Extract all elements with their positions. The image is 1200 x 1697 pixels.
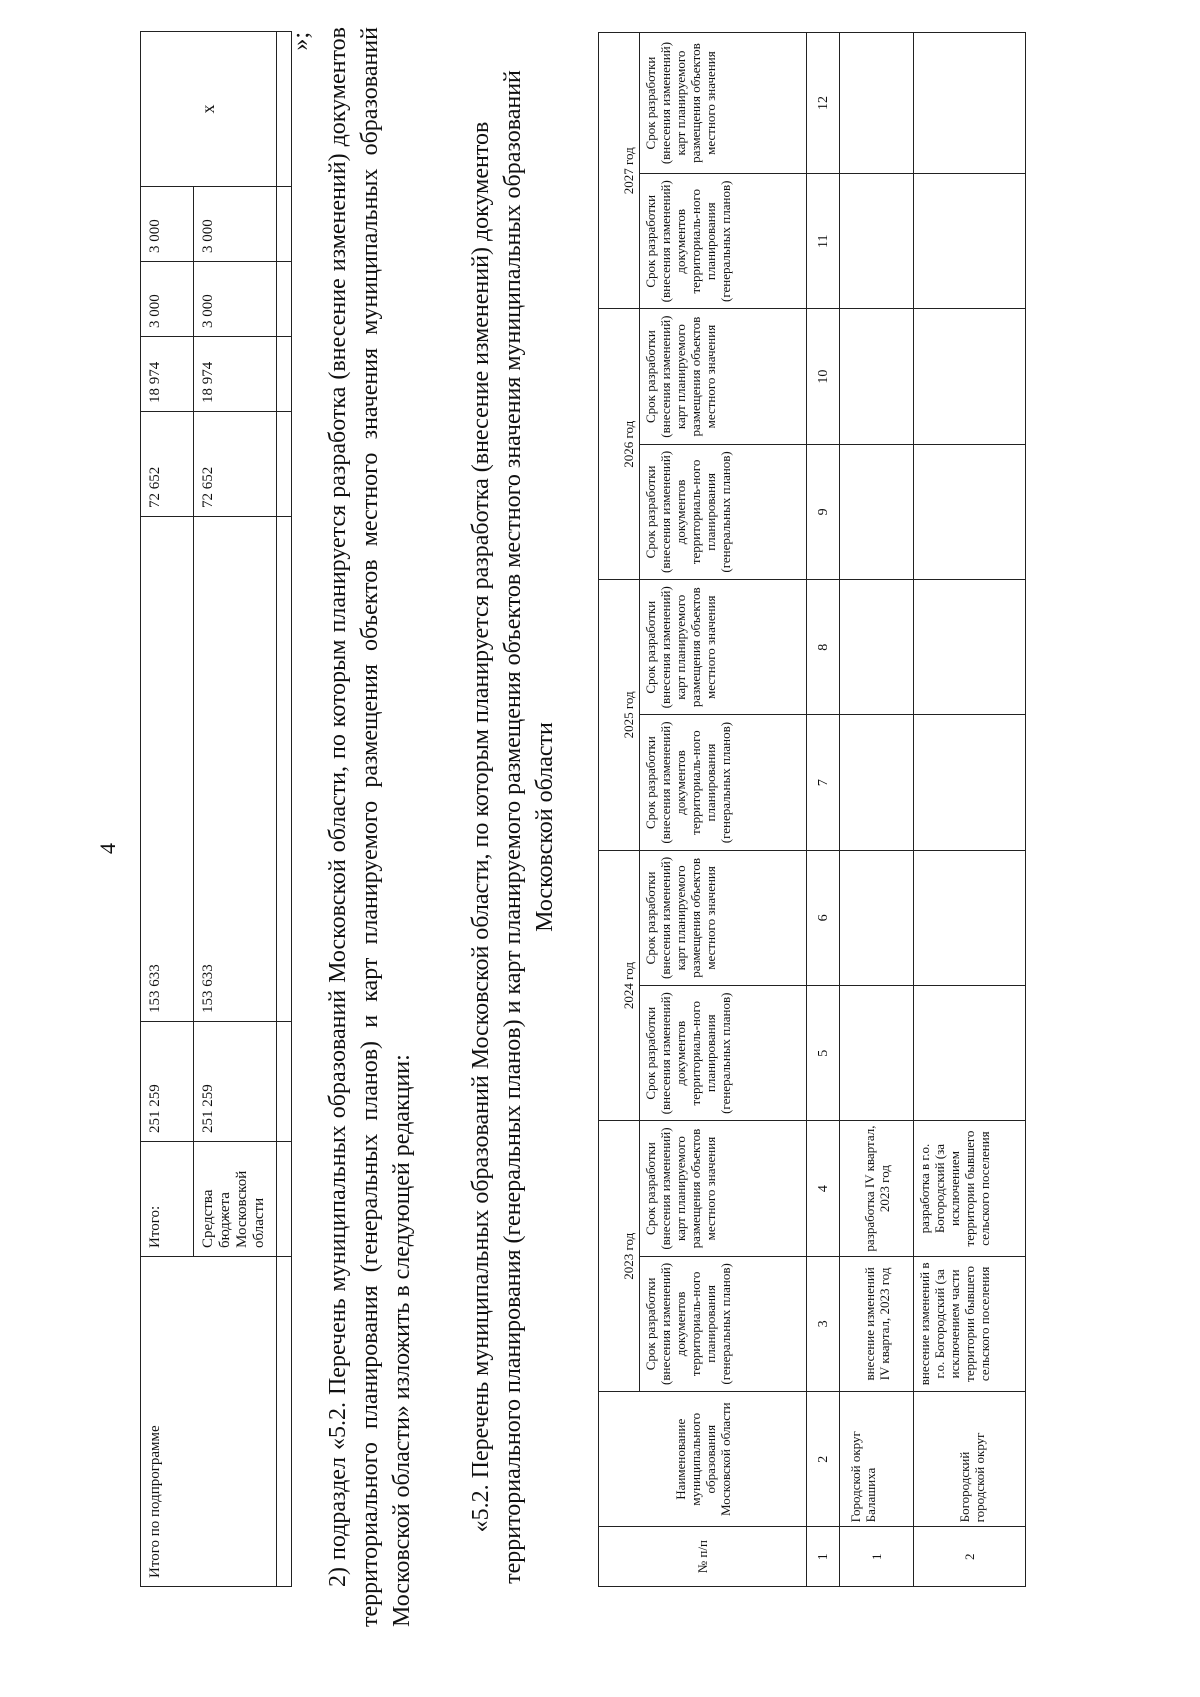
municipality-name: Городской округ Балашиха <box>840 1392 914 1527</box>
empty-row <box>277 32 292 1587</box>
sub-header-plans: Срок разработки (внесения изменений) документов территориаль-ного планирования (генеральных планов) <box>640 174 807 309</box>
subprogram-total-label: Итого по подпрограмме <box>141 1257 277 1587</box>
table-row <box>840 33 914 1587</box>
year-header: 2023 год <box>599 1121 640 1392</box>
empty-cell <box>914 850 1026 985</box>
year-header: 2027 год <box>599 33 640 309</box>
column-number: 8 <box>807 580 840 715</box>
row-number: 2 <box>914 1527 1026 1587</box>
total-value: 153 633 <box>141 517 194 1022</box>
budget-value: 3 000 <box>194 262 277 337</box>
empty-cell <box>914 986 1026 1121</box>
municipality-name: Богородский городской округ <box>914 1392 1026 1527</box>
empty-cell <box>914 715 1026 850</box>
empty-cell <box>840 850 914 985</box>
budget-value: 153 633 <box>194 517 277 1022</box>
closing-quote-mark: »; <box>288 32 314 51</box>
totals-row <box>141 32 194 1587</box>
map-deadline-cell: разработка в г.о. Богородский (за исключением территории бывшего сельского поселения <box>914 1121 1026 1256</box>
sub-header-plans: Срок разработки (внесения изменений) документов территориаль-ного планирования (генеральных планов) <box>640 1256 807 1391</box>
column-number: 12 <box>807 33 840 174</box>
empty-cell <box>840 309 914 444</box>
empty-cell <box>840 33 914 174</box>
total-value: 18 974 <box>141 337 194 412</box>
budget-value: 251 259 <box>194 1022 277 1142</box>
budget-value: 3 000 <box>194 187 277 262</box>
column-number: 5 <box>807 986 840 1121</box>
empty-cell <box>840 580 914 715</box>
year-header: 2025 год <box>599 580 640 851</box>
column-number: 6 <box>807 850 840 985</box>
column-number: 10 <box>807 309 840 444</box>
column-number: 2 <box>807 1392 840 1527</box>
column-number: 11 <box>807 174 840 309</box>
sub-header-plans: Срок разработки (внесения изменений) документов территориаль-ного планирования (генеральных планов) <box>640 715 807 850</box>
column-number: 3 <box>807 1256 840 1391</box>
budget-value: 72 652 <box>194 412 277 517</box>
total-value: 3 000 <box>141 262 194 337</box>
year-header-row <box>599 33 640 1587</box>
section-heading: «5.2. Перечень муниципальных образований Московской области, по которым планируется разработка (внесение изменений) документов территориального планирования (генеральных планов) и карт планируемого размещения объектов местного значения муниципальных образований Московской области <box>468 70 558 1584</box>
col-name-header: Наименование муниципального образования Московской области <box>599 1392 807 1527</box>
year-header: 2026 год <box>599 309 640 580</box>
column-number: 4 <box>807 1121 840 1256</box>
total-value: 72 652 <box>141 412 194 517</box>
total-sub-label: Итого: <box>141 1142 194 1257</box>
column-number-row <box>807 33 840 1587</box>
amendment-text: 2) подраздел «5.2. Перечень муниципальных образований Московской области, по которым планируется разработка (внесение изменений) документов территориального планирования (генеральных планов) и карт планируемого размещения объектов местного значения муниципальных образований Московской области» изложить в следующей редакции: <box>325 27 415 1627</box>
sub-header-maps: Срок разработки (внесения изменений) карт планируемого размещения объектов местного значения <box>640 850 807 985</box>
sub-header-plans: Срок разработки (внесения изменений) документов территориаль-ного планирования (генеральных планов) <box>640 444 807 579</box>
total-x-mark: х <box>141 32 277 187</box>
sub-header-row <box>640 33 807 1587</box>
subprogram-totals-table <box>140 31 292 1587</box>
row-number: 1 <box>840 1527 914 1587</box>
table-row <box>914 33 1026 1587</box>
column-number: 1 <box>807 1527 840 1587</box>
sub-header-maps: Срок разработки (внесения изменений) карт планируемого размещения объектов местного значения <box>640 580 807 715</box>
budget-value: 18 974 <box>194 337 277 412</box>
budget-sub-label: Средства бюджета Московской области <box>194 1142 277 1257</box>
plan-deadline-cell: внесение изменений в г.о. Богородский (за исключением части территории бывшего сельского поселения <box>914 1256 1026 1391</box>
column-number: 7 <box>807 715 840 850</box>
col-num-header: № п/п <box>599 1527 807 1587</box>
empty-cell <box>914 444 1026 579</box>
empty-cell <box>914 33 1026 174</box>
total-value: 251 259 <box>141 1022 194 1142</box>
year-header: 2024 год <box>599 850 640 1121</box>
sub-header-maps: Срок разработки (внесения изменений) карт планируемого размещения объектов местного значения <box>640 33 807 174</box>
empty-cell <box>840 174 914 309</box>
total-value: 3 000 <box>141 187 194 262</box>
empty-cell <box>914 580 1026 715</box>
plan-deadline-cell: внесение изменений IV квартал, 2023 год <box>840 1256 914 1391</box>
empty-cell <box>840 715 914 850</box>
amendment-paragraph <box>322 27 418 1627</box>
empty-cell <box>914 174 1026 309</box>
empty-cell <box>914 309 1026 444</box>
map-deadline-cell: разработка IV квартал, 2023 год <box>840 1121 914 1256</box>
column-number: 9 <box>807 444 840 579</box>
sub-header-plans: Срок разработки (внесения изменений) документов территориаль-ного планирования (генеральных планов) <box>640 986 807 1121</box>
page-number: 4 <box>95 843 120 854</box>
sub-header-maps: Срок разработки (внесения изменений) карт планируемого размещения объектов местного значения <box>640 309 807 444</box>
municipalities-table <box>598 32 1026 1587</box>
sub-header-maps: Срок разработки (внесения изменений) карт планируемого размещения объектов местного значения <box>640 1121 807 1256</box>
empty-cell <box>840 444 914 579</box>
empty-cell <box>840 986 914 1121</box>
